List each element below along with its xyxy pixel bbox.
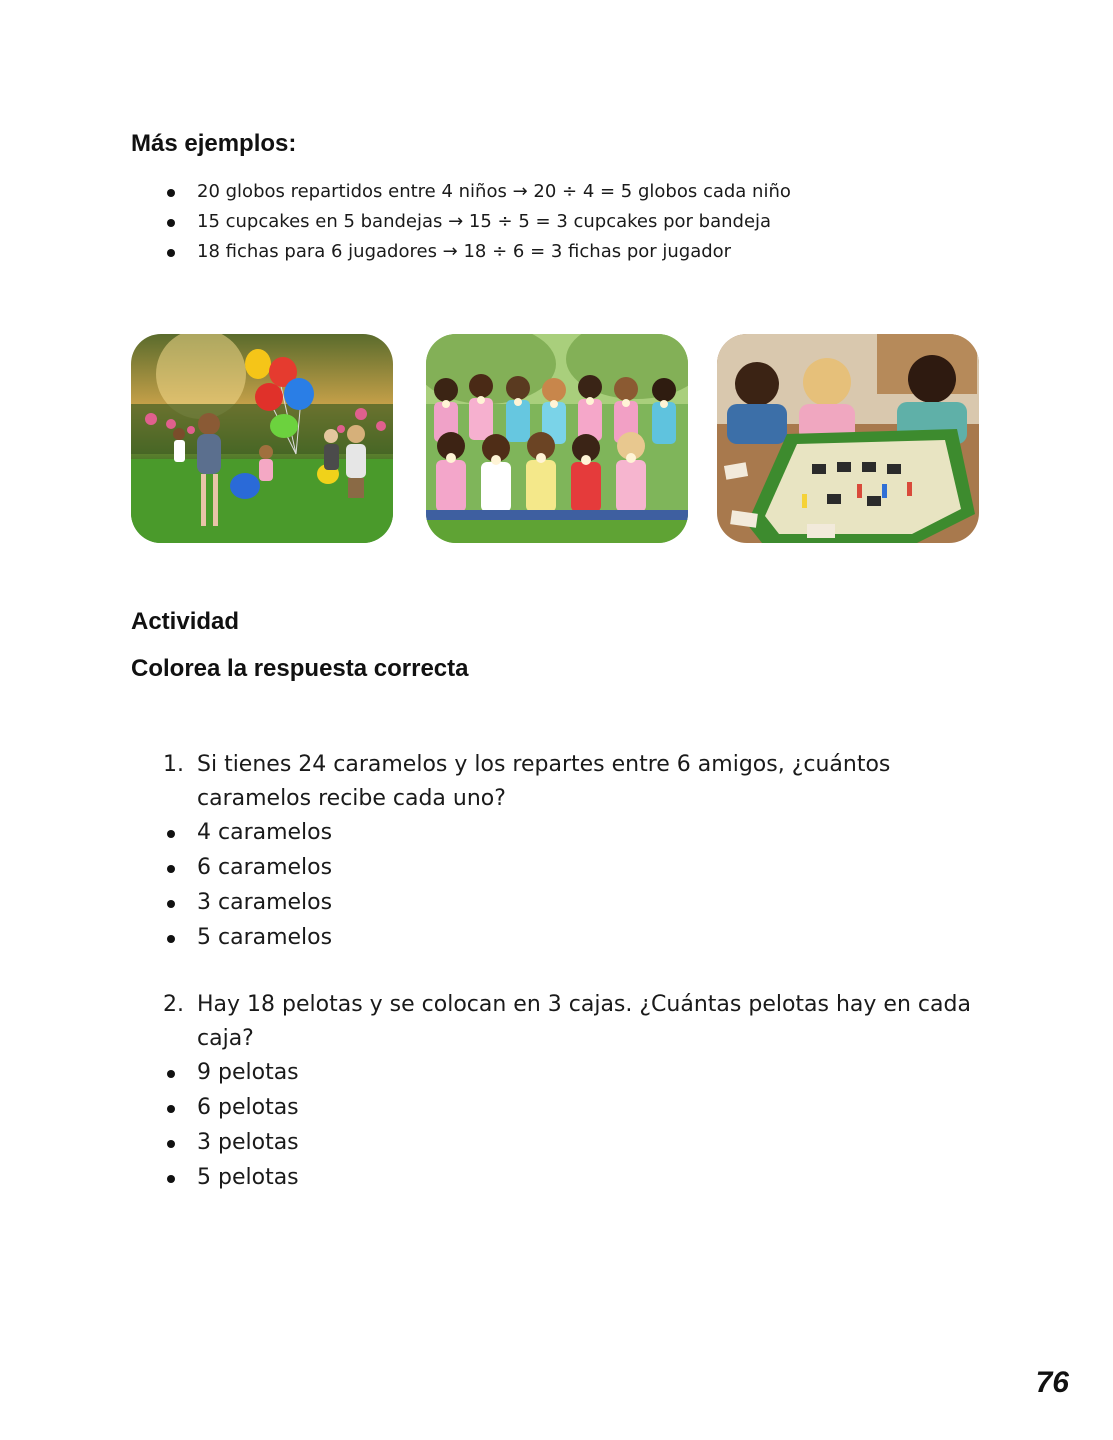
question-text [163, 988, 983, 1056]
examples-heading: Más ejemplos: [131, 130, 297, 157]
question-statement: Hay 18 pelotas y se colocan en 3 cajas. ¿Cuántas pelotas hay en cada caja? [197, 992, 971, 1051]
cupcakes-photo [426, 334, 688, 543]
examples-list [163, 180, 791, 270]
question-1 [163, 748, 983, 956]
answer-option[interactable]: 3 caramelos [163, 886, 983, 921]
question-statement: Si tienes 24 caramelos y los repartes entre 6 amigos, ¿cuántos caramelos recibe cada uno? [197, 752, 891, 811]
question-2 [163, 988, 983, 1196]
question-number: 1. [163, 752, 184, 777]
boardgame-photo [717, 334, 979, 543]
balloons-photo [131, 334, 393, 543]
question-number: 2. [163, 992, 184, 1017]
answer-options [163, 816, 983, 956]
answer-option[interactable]: 5 pelotas [163, 1161, 983, 1196]
answer-option[interactable]: 3 pelotas [163, 1126, 983, 1161]
answer-option[interactable]: 6 caramelos [163, 851, 983, 886]
answer-options [163, 1056, 983, 1196]
question-text [163, 748, 983, 816]
instruction-heading: Colorea la respuesta correcta [131, 655, 469, 682]
example-item: 18 fichas para 6 jugadores → 18 ÷ 6 = 3 fichas por jugador [163, 240, 791, 270]
answer-option[interactable]: 5 caramelos [163, 921, 983, 956]
activity-heading: Actividad [131, 608, 240, 635]
answer-option[interactable]: 4 caramelos [163, 816, 983, 851]
example-item: 15 cupcakes en 5 bandejas → 15 ÷ 5 = 3 cupcakes por bandeja [163, 210, 791, 240]
answer-option[interactable]: 6 pelotas [163, 1091, 983, 1126]
example-item: 20 globos repartidos entre 4 niños → 20 ÷ 4 = 5 globos cada niño [163, 180, 791, 210]
page-number: 76 [1035, 1366, 1069, 1399]
answer-option[interactable]: 9 pelotas [163, 1056, 983, 1091]
